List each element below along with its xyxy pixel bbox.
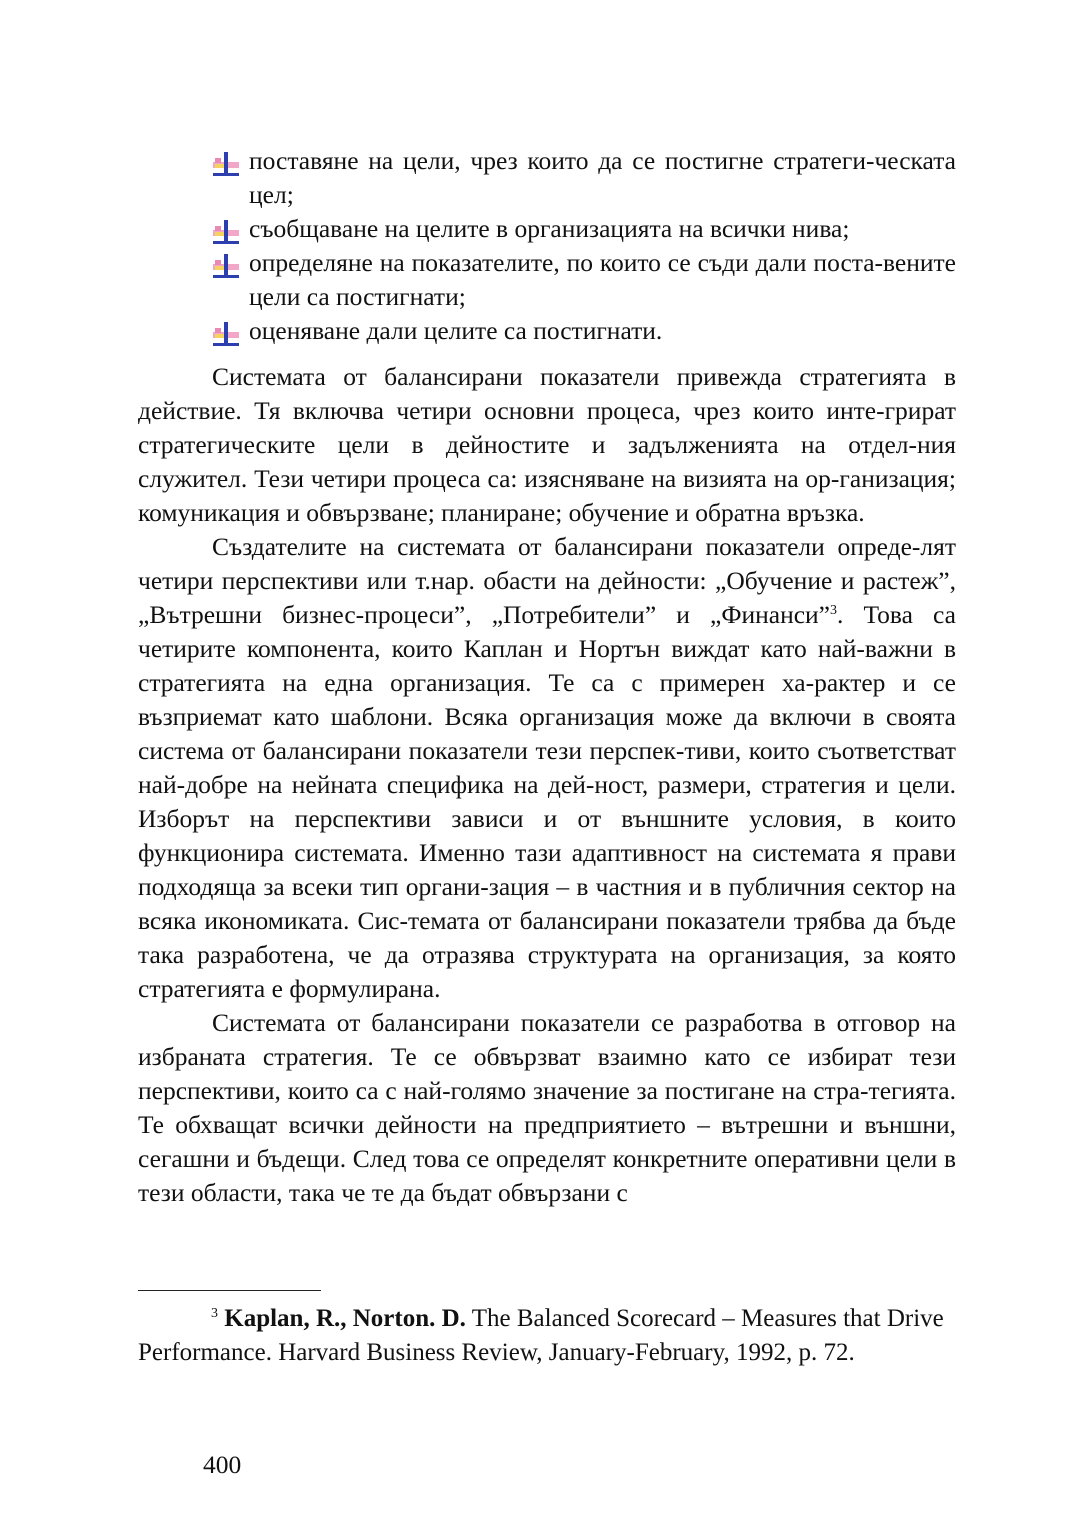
bullet-text: оценяване дали целите са постигнати. [249, 316, 663, 345]
footnote [138, 1302, 956, 1370]
bullet-text: поставяне на цели, чрез които да се постигне стратеги-ческата цел; [249, 146, 956, 209]
paragraph: Системата от балансирани показатели привежда стратегията в действие. Тя включва четири основни процеса, чрез които инте-грират стратегическите цели в дейностите и задълженията на отдел-ния служител. Тези четири процеса са: изясняване на визията на ор-ганизация; комуникация и обвързване; планиране; обучение и обратна връзка. [138, 362, 956, 527]
paragraph [138, 530, 956, 1006]
footnote-divider [138, 1290, 321, 1291]
pushpin-icon [211, 252, 241, 280]
pushpin-icon [211, 320, 241, 348]
footnote-citation: The Balanced Scorecard – Measures that Drive Performance. Harvard Business Review, January-February, 1992, p. 72. [138, 1305, 944, 1366]
bullet-text: определяне на показателите, по които се съди дали поста-вените цели са постигнати; [249, 248, 956, 311]
bullet-item [138, 212, 956, 246]
paragraph-text: Създателите на системата от балансирани показатели опреде-лят четири перспективи или т.нар. обасти на дейности: „Обучение и растеж”, „Вътрешни бизнес-процеси”, „Потребители” и „Финанси” [138, 532, 956, 629]
paragraph-text: . Това са четирите компонента, които Каплан и Нортън виждат като най-важни в стратегията на една организация. Те са с примерен ха-рактер и се възприемат като шаблони. Всяка организация може да включи в своята система от балансирани показатели тези перспек-тиви, които съответстват най-добре на нейната специфика на дей-ност, размери, стратегия и цели. Изборът на перспективи зависи и от външните условия, в които функционира системата. Именно тази адаптивност на системата я прави подходяща за всеки тип органи-зация – в частния и в публичния сектор на всяка икономиката. Сис-темата от балансирани показатели трябва да бъде така разработена, че да отразява структурата на организация, за която стратегията е формулирана. [138, 600, 956, 1003]
bullet-item [138, 246, 956, 314]
footnote-number: 3 [211, 1306, 218, 1321]
footnote-authors: Kaplan, R., Norton. D. [224, 1305, 466, 1332]
footnote-reference[interactable]: 3 [830, 603, 838, 618]
paragraph: Системата от балансирани показатели се разработва в отговор на избраната стратегия. Те се обвързват взаимно като се избират тези перспективи, които са с най-голямо значение за постигане на стра-тегията. Те обхващат всички дейности на предприятието – вътрешни и външни, сегашни и бъдещи. След това се определят конкретните оперативни цели в тези области, така че те да бъдат обвързани с [138, 1008, 956, 1207]
pushpin-icon [211, 218, 241, 246]
bullet-text: съобщаване на целите в организацията на всички нива; [249, 214, 850, 243]
bullet-item [138, 144, 956, 212]
bullet-list [138, 144, 956, 348]
body-text [138, 360, 956, 1210]
bullet-item [138, 314, 956, 348]
pushpin-icon [211, 150, 241, 178]
page-number: 400 [203, 1450, 242, 1479]
